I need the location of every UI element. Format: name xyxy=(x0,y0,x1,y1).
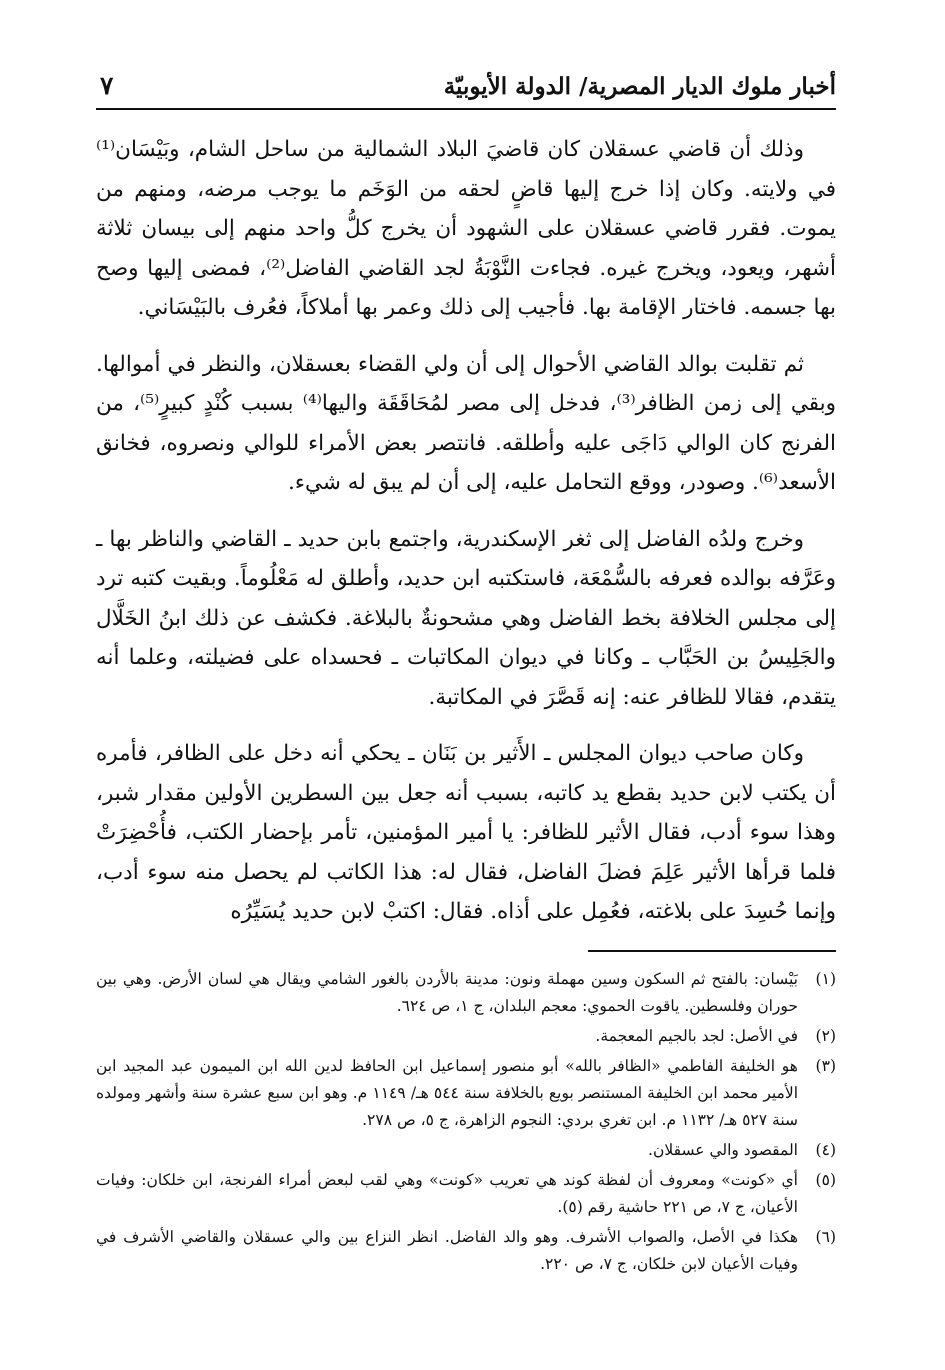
footnote-number: (١) xyxy=(815,969,836,988)
running-header xyxy=(96,70,836,110)
footnote-number: (٥) xyxy=(815,1170,836,1189)
footnote-text: هو الخليفة الفاطمي «الظافر بالله» أبو منصور إسماعيل ابن الحافظ لدين الله ابن الميمون عبد المجيد ابن الأمير محمد ابن الخليفة المستنصر بويع بالخلافة سنة ٥٤٤ هـ/ ١١٤٩ م. وهو ابن سبع عشرة سنة وأشهر ومولده سنة ٥٢٧ هـ/ ١١٣٢ م. ابن تغري بردي: النجوم الزاهرة، ج ٥، ص ٢٧٨. xyxy=(96,1056,799,1129)
footnote xyxy=(96,1053,836,1134)
footnote xyxy=(96,1167,836,1221)
main-text xyxy=(96,130,836,932)
footnote xyxy=(96,1224,836,1278)
footnote-number: (٣) xyxy=(815,1056,836,1075)
paragraph: ثم تقلبت بوالد القاضي الأحوال إلى أن ولي القضاء بعسقلان، والنظر في أموالها. وبقي إلى زمن الظافر⁽³⁾، فدخل إلى مصر لمُحَاقَقَة واليها⁽⁴⁾ بسبب كُنْدٍ كبيرٍ⁽⁵⁾، من الفرنج كان الوالي دَاجَى عليه وأطلقه. فانتصر بعض الأمراء للوالي ونصروه، فخانق الأسعد⁽⁶⁾. وصودر، ووقع التحامل عليه، إلى أن لم يبق له شيء. xyxy=(96,351,836,495)
paragraph: وخرج ولدُه الفاضل إلى ثغر الإسكندرية، واجتمع بابن حديد ـ القاضي والناظر بها ـ وعَرَّفه بوالده فعرفه بالسُّمْعَة، فاستكتبه ابن حديد، وأطلق له مَعْلُوماً. وبقيت كتبه ترد إلى مجلس الخلافة بخط الفاضل وهي مشحونةٌ بالبلاغة. فكشف عن ذلك ابنُ الخَلَّال والجَلِيسُ بن الحَبَّاب ـ وكانا في ديوان المكاتبات ـ فحسداه على فضيلته، وعلما أنه يتقدم، فقالا للظافر عنه: إنه قَصَّرَ في المكاتبة. xyxy=(96,526,836,710)
footnote-text: المقصود والي عسقلان. xyxy=(648,1140,798,1159)
page-number: ٧ xyxy=(100,71,114,100)
footnote-text: في الأصل: لجد بالجيم المعجمة. xyxy=(595,1026,798,1045)
footnote xyxy=(96,1137,836,1164)
header-title: أخبار ملوك الديار المصرية/ الدولة الأيوبيّة xyxy=(443,73,836,100)
footnote xyxy=(96,966,836,1020)
footnote-text: أي «كونت» ومعروف أن لفظة كوند هي تعريب «كونت» وهي لقب لبعض أمراء الفرنجة، ابن خلكان: وفيات الأعيان، ج ٧، ص ٢٢١ حاشية رقم (٥). xyxy=(96,1170,798,1216)
footnotes xyxy=(96,966,836,1278)
footnote-text: بَيْسان: بالفتح ثم السكون وسين مهملة ونون: مدينة بالأردن بالغور الشامي ويقال هي لسان الأرض. وهي بين حوران وفلسطين. ياقوت الحموي: معجم البلدان، ج ١، ص ٦٢٤. xyxy=(96,969,798,1015)
footnote-number: (٢) xyxy=(815,1026,836,1045)
footnote-text: هكذا في الأصل، والصواب الأشرف. وهو والد الفاضل. انظر النزاع بين والي عسقلان والقاضي الأشرف في وفيات الأعيان لابن خلكان، ج ٧، ص ٢٢٠. xyxy=(96,1227,798,1273)
footnote-number: (٦) xyxy=(815,1227,836,1246)
footnote xyxy=(96,1023,836,1050)
paragraph: وكان صاحب ديوان المجلس ـ الأَثير بن بَنَان ـ يحكي أنه دخل على الظافر، فأمره أن يكتب لابن حديد بقطع يد كاتبه، بسبب أنه جعل بين السطرين الأولين مقدار شبر، وهذا سوء أدب، فقال الأثير للظافر: يا أمير المؤمنين، تأمر بإحضار الكتب، فأُحْضِرَتْ فلما قرأها الأثير عَلِمَ فضلَ الفاضل، فقال له: هذا الكاتب لم يحصل منه سوء أدب، وإنما حُسِدَ على بلاغته، فعُمِل على أذاه. فقال: اكتبْ لابن حديد يُسَيِّرُه xyxy=(96,741,836,924)
footnote-number: (٤) xyxy=(815,1140,836,1159)
book-page xyxy=(96,70,836,1281)
paragraph: وذلك أن قاضي عسقلان كان قاضيَ البلاد الشمالية من ساحل الشام، وبَيْسَان⁽¹⁾ في ولايته. وكان إذا خرج إليها قاضٍ لحقه من الوَخَم ما يوجب مرضه، ومنهم من يموت. فقرر قاضي عسقلان على الشهود أن يخرج كلُّ واحد منهم إلى بيسان ثلاثة أشهر، ويعود، ويخرج غيره. فجاءت النَّوْبَةُ لجد القاضي الفاضل⁽²⁾، فمضى إليها وصح بها جسمه. فاختار الإقامة بها. فأجيب إلى ذلك وعمر بها أملاكاً، فعُرف بالبَيْسَاني. xyxy=(96,137,837,320)
footnote-separator xyxy=(588,950,836,952)
